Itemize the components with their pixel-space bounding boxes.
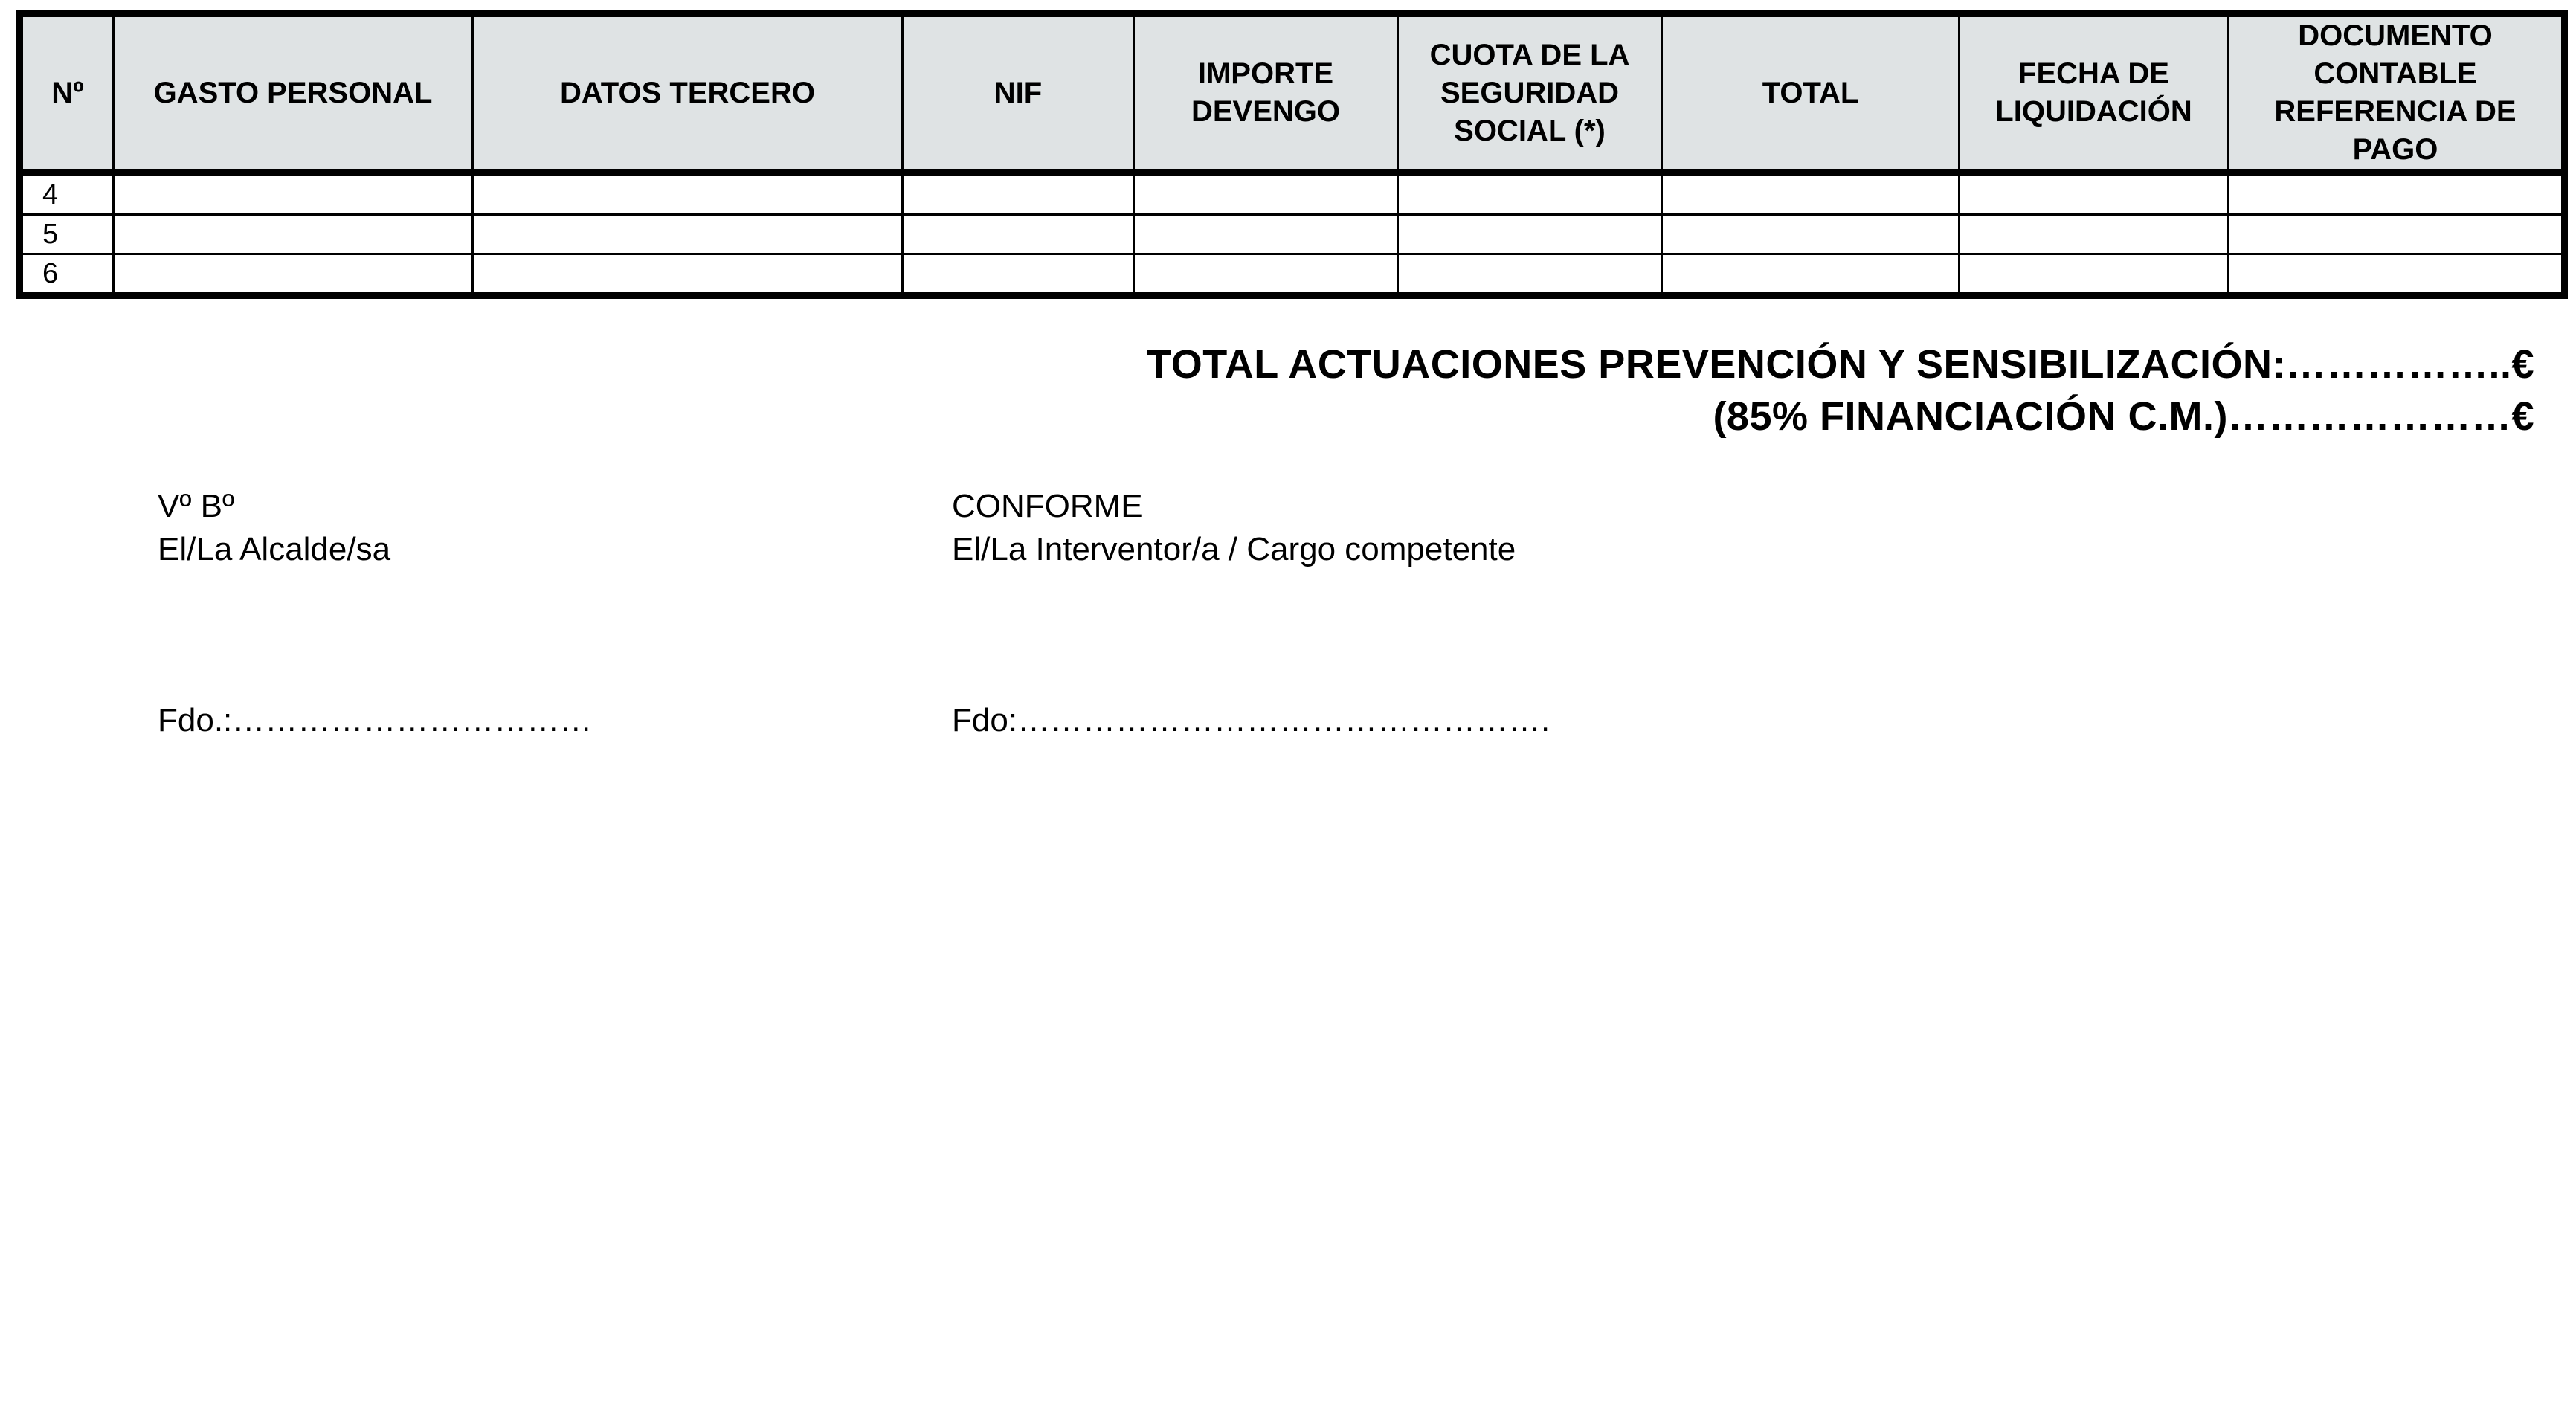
- header-documento-contable: DOCUMENTO CONTABLE REFERENCIA DE PAGO: [2229, 14, 2565, 173]
- cell-importe-devengo[interactable]: [1134, 254, 1398, 296]
- header-datos-tercero: DATOS TERCERO: [473, 14, 903, 173]
- cell-cuota-seguridad-social[interactable]: [1398, 215, 1662, 254]
- signature-right-header: [952, 485, 1516, 571]
- cell-documento-contable[interactable]: [2229, 173, 2565, 215]
- header-cuota-seguridad-social: CUOTA DE LA SEGURIDAD SOCIAL (*): [1398, 14, 1662, 173]
- signature-right-title: CONFORME: [952, 488, 1143, 524]
- row-number: 5: [20, 215, 114, 254]
- cell-nif[interactable]: [903, 215, 1134, 254]
- cell-fecha-liquidacion[interactable]: [1960, 254, 2229, 296]
- table-header-row: [20, 14, 2565, 173]
- financiacion-line: (85% FINANCIACIÓN C.M.)…………………€: [1713, 394, 2534, 439]
- cell-total[interactable]: [1662, 254, 1960, 296]
- row-number: 4: [20, 173, 114, 215]
- cell-fecha-liquidacion[interactable]: [1960, 173, 2229, 215]
- row-number: 6: [20, 254, 114, 296]
- cell-documento-contable[interactable]: [2229, 215, 2565, 254]
- signature-right-line[interactable]: Fdo:………………………………………….: [952, 702, 1551, 738]
- table-row: [20, 254, 2565, 296]
- signature-left-line[interactable]: Fdo.:……………………………: [158, 702, 593, 738]
- cell-cuota-seguridad-social[interactable]: [1398, 173, 1662, 215]
- cell-importe-devengo[interactable]: [1134, 173, 1398, 215]
- header-nif: NIF: [903, 14, 1134, 173]
- expense-table: [16, 10, 2568, 299]
- header-gasto-personal: GASTO PERSONAL: [114, 14, 473, 173]
- header-importe-devengo: [1134, 14, 1398, 173]
- cell-nif[interactable]: [903, 173, 1134, 215]
- header-num: Nº: [20, 14, 114, 173]
- header-importe-devengo-text: IMPORTE DEVENGO: [1191, 57, 1341, 128]
- table-row: [20, 215, 2565, 254]
- total-actuaciones-line: TOTAL ACTUACIONES PREVENCIÓN Y SENSIBILIZACIÓN:……………..€: [1147, 342, 2534, 387]
- cell-datos-tercero[interactable]: [473, 254, 903, 296]
- header-fecha-liquidacion: FECHA DE LIQUIDACIÓN: [1960, 14, 2229, 173]
- cell-cuota-seguridad-social[interactable]: [1398, 254, 1662, 296]
- cell-gasto-personal[interactable]: [114, 254, 473, 296]
- cell-gasto-personal[interactable]: [114, 215, 473, 254]
- signature-left-title: Vº Bº: [158, 488, 235, 524]
- totals-block: [1147, 338, 2534, 442]
- cell-importe-devengo[interactable]: [1134, 215, 1398, 254]
- cell-gasto-personal[interactable]: [114, 173, 473, 215]
- cell-datos-tercero[interactable]: [473, 215, 903, 254]
- signature-left-role: El/La Alcalde/sa: [158, 531, 391, 567]
- cell-total[interactable]: [1662, 173, 1960, 215]
- signature-left-header: [158, 485, 390, 571]
- table-row: [20, 173, 2565, 215]
- cell-fecha-liquidacion[interactable]: [1960, 215, 2229, 254]
- cell-datos-tercero[interactable]: [473, 173, 903, 215]
- header-total: TOTAL: [1662, 14, 1960, 173]
- cell-documento-contable[interactable]: [2229, 254, 2565, 296]
- cell-nif[interactable]: [903, 254, 1134, 296]
- cell-total[interactable]: [1662, 215, 1960, 254]
- signature-right-role: El/La Interventor/a / Cargo competente: [952, 531, 1516, 567]
